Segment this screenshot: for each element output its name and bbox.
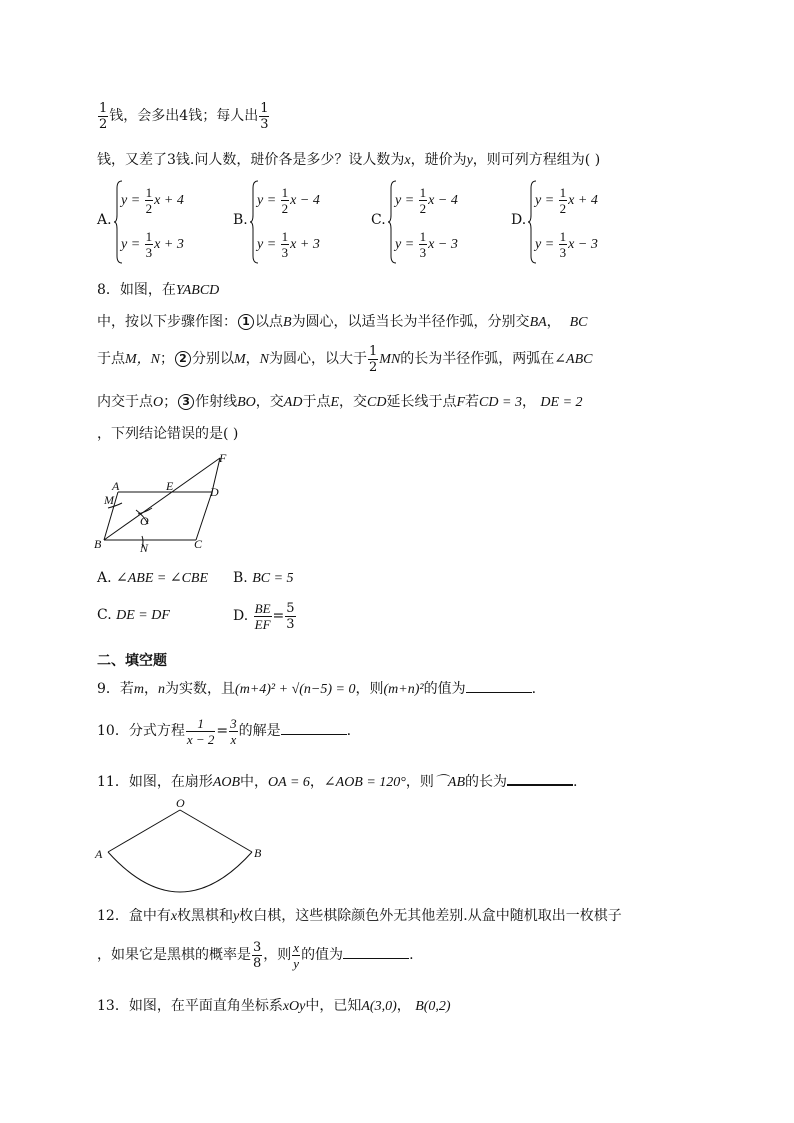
q8-text: ， [245, 351, 260, 367]
radius-OB [180, 810, 252, 852]
q11-var: AOB [212, 775, 241, 790]
q11-text: ， [309, 774, 324, 790]
q7-equation [121, 228, 184, 262]
q8-option-d-eq: = [272, 608, 285, 624]
q7-fraction-half: $\frac{1}{2}$ [99, 100, 108, 132]
q11-text: . [573, 774, 578, 790]
q8-var: M，N [125, 352, 160, 367]
q8-condition: CD = 3 [479, 395, 522, 410]
q11 [97, 770, 577, 791]
eq-rhs: x − 4 [428, 193, 458, 208]
q10-text: 10．分式方程 [97, 723, 185, 739]
eq-fraction: $\frac{1}{2}$ [281, 185, 289, 217]
q7-line2 [97, 149, 600, 169]
q9-text: 的值为 [423, 681, 466, 697]
q8-text: 内交于点 [97, 394, 153, 410]
step-2-marker: 2 [175, 351, 191, 367]
q8-option-b: BC = 5 [252, 571, 294, 586]
q12-line1 [97, 905, 622, 925]
q11-sector-figure [90, 796, 280, 900]
radius-OA [108, 810, 180, 852]
q8-var: O [153, 395, 164, 410]
q8-text: 若 [465, 394, 480, 410]
q11-text: 的长为 [465, 774, 508, 790]
q10 [97, 712, 351, 750]
q8-line1 [97, 279, 219, 299]
q8-parallelogram-symbol: YABCD [175, 283, 220, 298]
q7-fraction-third: $\frac{1}{3}$ [260, 100, 269, 132]
q7-line2-tail: ，则可列方程组为( ) [472, 152, 601, 168]
q7-equation [395, 228, 458, 262]
eq-fraction: $\frac{1}{3}$ [145, 229, 153, 261]
q7-equation [257, 184, 320, 218]
eq-rhs: x + 4 [154, 193, 184, 208]
label-O: O [176, 796, 185, 810]
eq-lhs: y = [121, 193, 144, 208]
q9-answer-blank[interactable] [466, 678, 532, 693]
q8-option-d-rhs: $\frac{5}{3}$ [286, 600, 295, 632]
step-3-marker: 3 [178, 394, 194, 410]
side-DC [196, 492, 212, 540]
q7-option-label: C. [371, 212, 386, 228]
q8-option-b-label: B. [233, 570, 248, 586]
q11-condition: OA = 6 [268, 775, 310, 790]
eq-lhs: y = [257, 237, 280, 252]
eq-fraction: $\frac{1}{3}$ [559, 229, 567, 261]
q7-option-label: D. [511, 212, 527, 228]
q13-text: 13．如图，在平面直角坐标系 [97, 998, 283, 1014]
q8-var: AD [283, 395, 303, 410]
eq-lhs: y = [257, 193, 280, 208]
label-F: F [219, 451, 227, 465]
q12-var: x [170, 909, 178, 924]
eq-lhs: y = [395, 237, 418, 252]
q10-text: 的解是 [238, 723, 281, 739]
q12-fraction-prob: $\frac{3}{8}$ [253, 939, 262, 971]
q8-text: 于点 [97, 351, 125, 367]
eq-fraction: $\frac{1}{3}$ [281, 229, 289, 261]
q9-var: n [158, 682, 166, 697]
q7-equation [121, 184, 184, 218]
q7-line2-mid: ，琎价为 [410, 152, 467, 168]
q10-eq: = [216, 723, 229, 739]
q8-intro: 8．如图，在 [97, 282, 176, 298]
step-1-marker: 1 [238, 314, 254, 330]
eq-fraction: $\frac{1}{2}$ [145, 185, 153, 217]
q9-text: ， [144, 681, 159, 697]
q7-var-y: y [466, 153, 473, 168]
eq-rhs: x + 4 [568, 193, 598, 208]
eq-lhs: y = [395, 193, 418, 208]
q8-var: BO [237, 395, 256, 410]
label-O: O [140, 514, 149, 528]
q11-answer-blank[interactable] [507, 770, 573, 786]
q7-line2-text: 钱，又差了3钱.问人数，琎价各是多少？设人数为 [97, 152, 405, 168]
q8-option-d-wrap [233, 596, 297, 636]
q7-equation [395, 184, 458, 218]
q8-text: 中，按以下步骤作图： [97, 314, 237, 330]
q9-expression: (m+4)² + √(n−5) = 0 [235, 682, 356, 697]
label-A: A [112, 479, 120, 493]
q8-option-a-label: A. [97, 570, 112, 586]
q8-var: B [283, 315, 292, 330]
q8-fraction-half: $\frac{1}{2}$ [369, 343, 378, 375]
q7-equation [535, 228, 598, 262]
q8-var: BA [529, 315, 547, 330]
eq-rhs: x − 3 [568, 237, 598, 252]
q10-fraction-left: $\frac{1}{x - 2}$ [186, 715, 215, 747]
q11-condition: ∠AOB = 120° [323, 775, 406, 790]
q11-arc: ⌒AB [433, 775, 466, 790]
q12-text: 枚白棋，这些棋除颜色外无其他差别.从盒中随机取出一枚棋子 [239, 908, 622, 924]
q7-var-x: x [404, 153, 411, 168]
eq-fraction: $\frac{1}{2}$ [419, 185, 427, 217]
q13 [97, 995, 451, 1015]
q12-text: ，则 [263, 947, 292, 963]
q8-options-row1 [97, 570, 208, 587]
q12-line2 [97, 936, 414, 974]
section-heading: 二、填空题 [97, 653, 167, 669]
q12-text: 枚黑棋和 [177, 908, 234, 924]
q8-var: CD [367, 395, 387, 410]
eq-rhs: x − 3 [428, 237, 458, 252]
q8-option-c: DE = DF [116, 608, 170, 623]
q13-text: ， [396, 998, 411, 1014]
q8-option-c-label: C. [97, 607, 112, 623]
q8-var: N [259, 352, 270, 367]
q8-line3 [97, 342, 592, 376]
q8-option-a: ∠ABE = ∠CBE [116, 571, 209, 586]
q8-parallelogram-figure [90, 448, 240, 558]
q12-answer-blank[interactable] [343, 944, 409, 959]
ray-BF [104, 458, 220, 540]
q8-text: 作射线 [195, 394, 238, 410]
eq-lhs: y = [535, 193, 558, 208]
q8-option-b-wrap [233, 570, 294, 587]
eq-lhs: y = [535, 237, 558, 252]
eq-rhs: x + 3 [290, 237, 320, 252]
q8-text: ， [521, 394, 536, 410]
q8-angle: ∠ABC [554, 352, 593, 367]
eq-lhs: y = [121, 237, 144, 252]
label-M: M [104, 493, 114, 507]
q9 [97, 678, 536, 698]
q11-text: 11．如图，在扇形 [97, 774, 213, 790]
q8-var: M [234, 352, 246, 367]
q7-equation [257, 228, 320, 262]
q13-var: xOy [282, 999, 306, 1014]
label-E: E [166, 479, 174, 493]
q13-point-b: B(0,2) [415, 999, 451, 1014]
eq-rhs: x + 3 [154, 237, 184, 252]
q9-text: 9．若 [97, 681, 134, 697]
q8-condition: DE = 2 [540, 395, 583, 410]
q8-text: 以点 [255, 314, 283, 330]
q12-text: 12．盒中有 [97, 908, 171, 924]
q7-line1 [97, 98, 270, 134]
q10-text: . [346, 723, 352, 739]
q8-option-c-wrap [97, 607, 170, 624]
q8-text: ； [160, 351, 174, 367]
q8-option-d-label: D. [233, 608, 249, 624]
q8-text: ，下列结论错误的是( ) [97, 426, 239, 442]
eq-fraction: $\frac{1}{2}$ [559, 185, 567, 217]
q9-text: ，则 [355, 681, 384, 697]
q12-var: y [233, 909, 240, 924]
q8-text: ； [163, 394, 178, 410]
q8-text: ，交 [339, 394, 368, 410]
eq-fraction: $\frac{1}{3}$ [419, 229, 427, 261]
q12-fraction-ratio: $\frac{x}{y}$ [293, 939, 300, 971]
q9-expression2: (m+n)² [383, 682, 424, 697]
q8-text: ，交 [255, 394, 284, 410]
label-A: A [95, 847, 103, 861]
q8-line4 [97, 391, 583, 411]
label-B: B [254, 846, 262, 860]
q9-var: m [133, 682, 145, 697]
q8-var: BC [569, 315, 588, 330]
q8-text: 于点 [302, 394, 331, 410]
q8-var: E [330, 395, 340, 410]
q8-var: F [456, 395, 466, 410]
q12-text: ，如果它是黑棋的概率是 [97, 947, 251, 963]
q10-fraction-right: $\frac{3}{x}$ [230, 715, 237, 747]
q8-var: MN [379, 352, 401, 367]
q11-text: ，则 [405, 774, 434, 790]
q8-line2 [97, 311, 587, 331]
q10-answer-blank[interactable] [281, 720, 347, 735]
eq-rhs: x − 4 [290, 193, 320, 208]
arc-AB [108, 852, 252, 892]
label-C: C [194, 537, 203, 551]
q9-text: . [531, 681, 537, 697]
q8-text: 为圆心，以适当长为半径作弧，分别交 [291, 314, 530, 330]
q12-text: 的值为 [301, 947, 344, 963]
label-N: N [140, 541, 149, 555]
q11-text: 中， [240, 774, 269, 790]
q8-option-d-lhs: $\frac{BE}{EF}$ [254, 600, 271, 632]
q8-line5 [97, 423, 238, 443]
q9-text: 为实数，且 [165, 681, 236, 697]
q8-text: 分别以 [192, 351, 234, 367]
q13-point-a: A(3,0) [361, 999, 397, 1014]
q12-text: . [409, 947, 414, 963]
q13-text: 中，已知 [305, 998, 362, 1014]
label-B: B [94, 537, 102, 551]
q7-equation [535, 184, 598, 218]
q8-text: 为圆心，以大于 [269, 351, 368, 367]
q8-text: ， [546, 314, 561, 330]
q7-option-label: B. [233, 212, 248, 228]
q8-text: 的长为半径作弧，两弧在 [400, 351, 555, 367]
q7-option-label: A. [97, 212, 112, 228]
label-D: D [210, 485, 219, 499]
q7-line1-text: 钱，会多出4钱；每人出 [109, 108, 259, 124]
q8-text: 延长线于点 [386, 394, 457, 410]
